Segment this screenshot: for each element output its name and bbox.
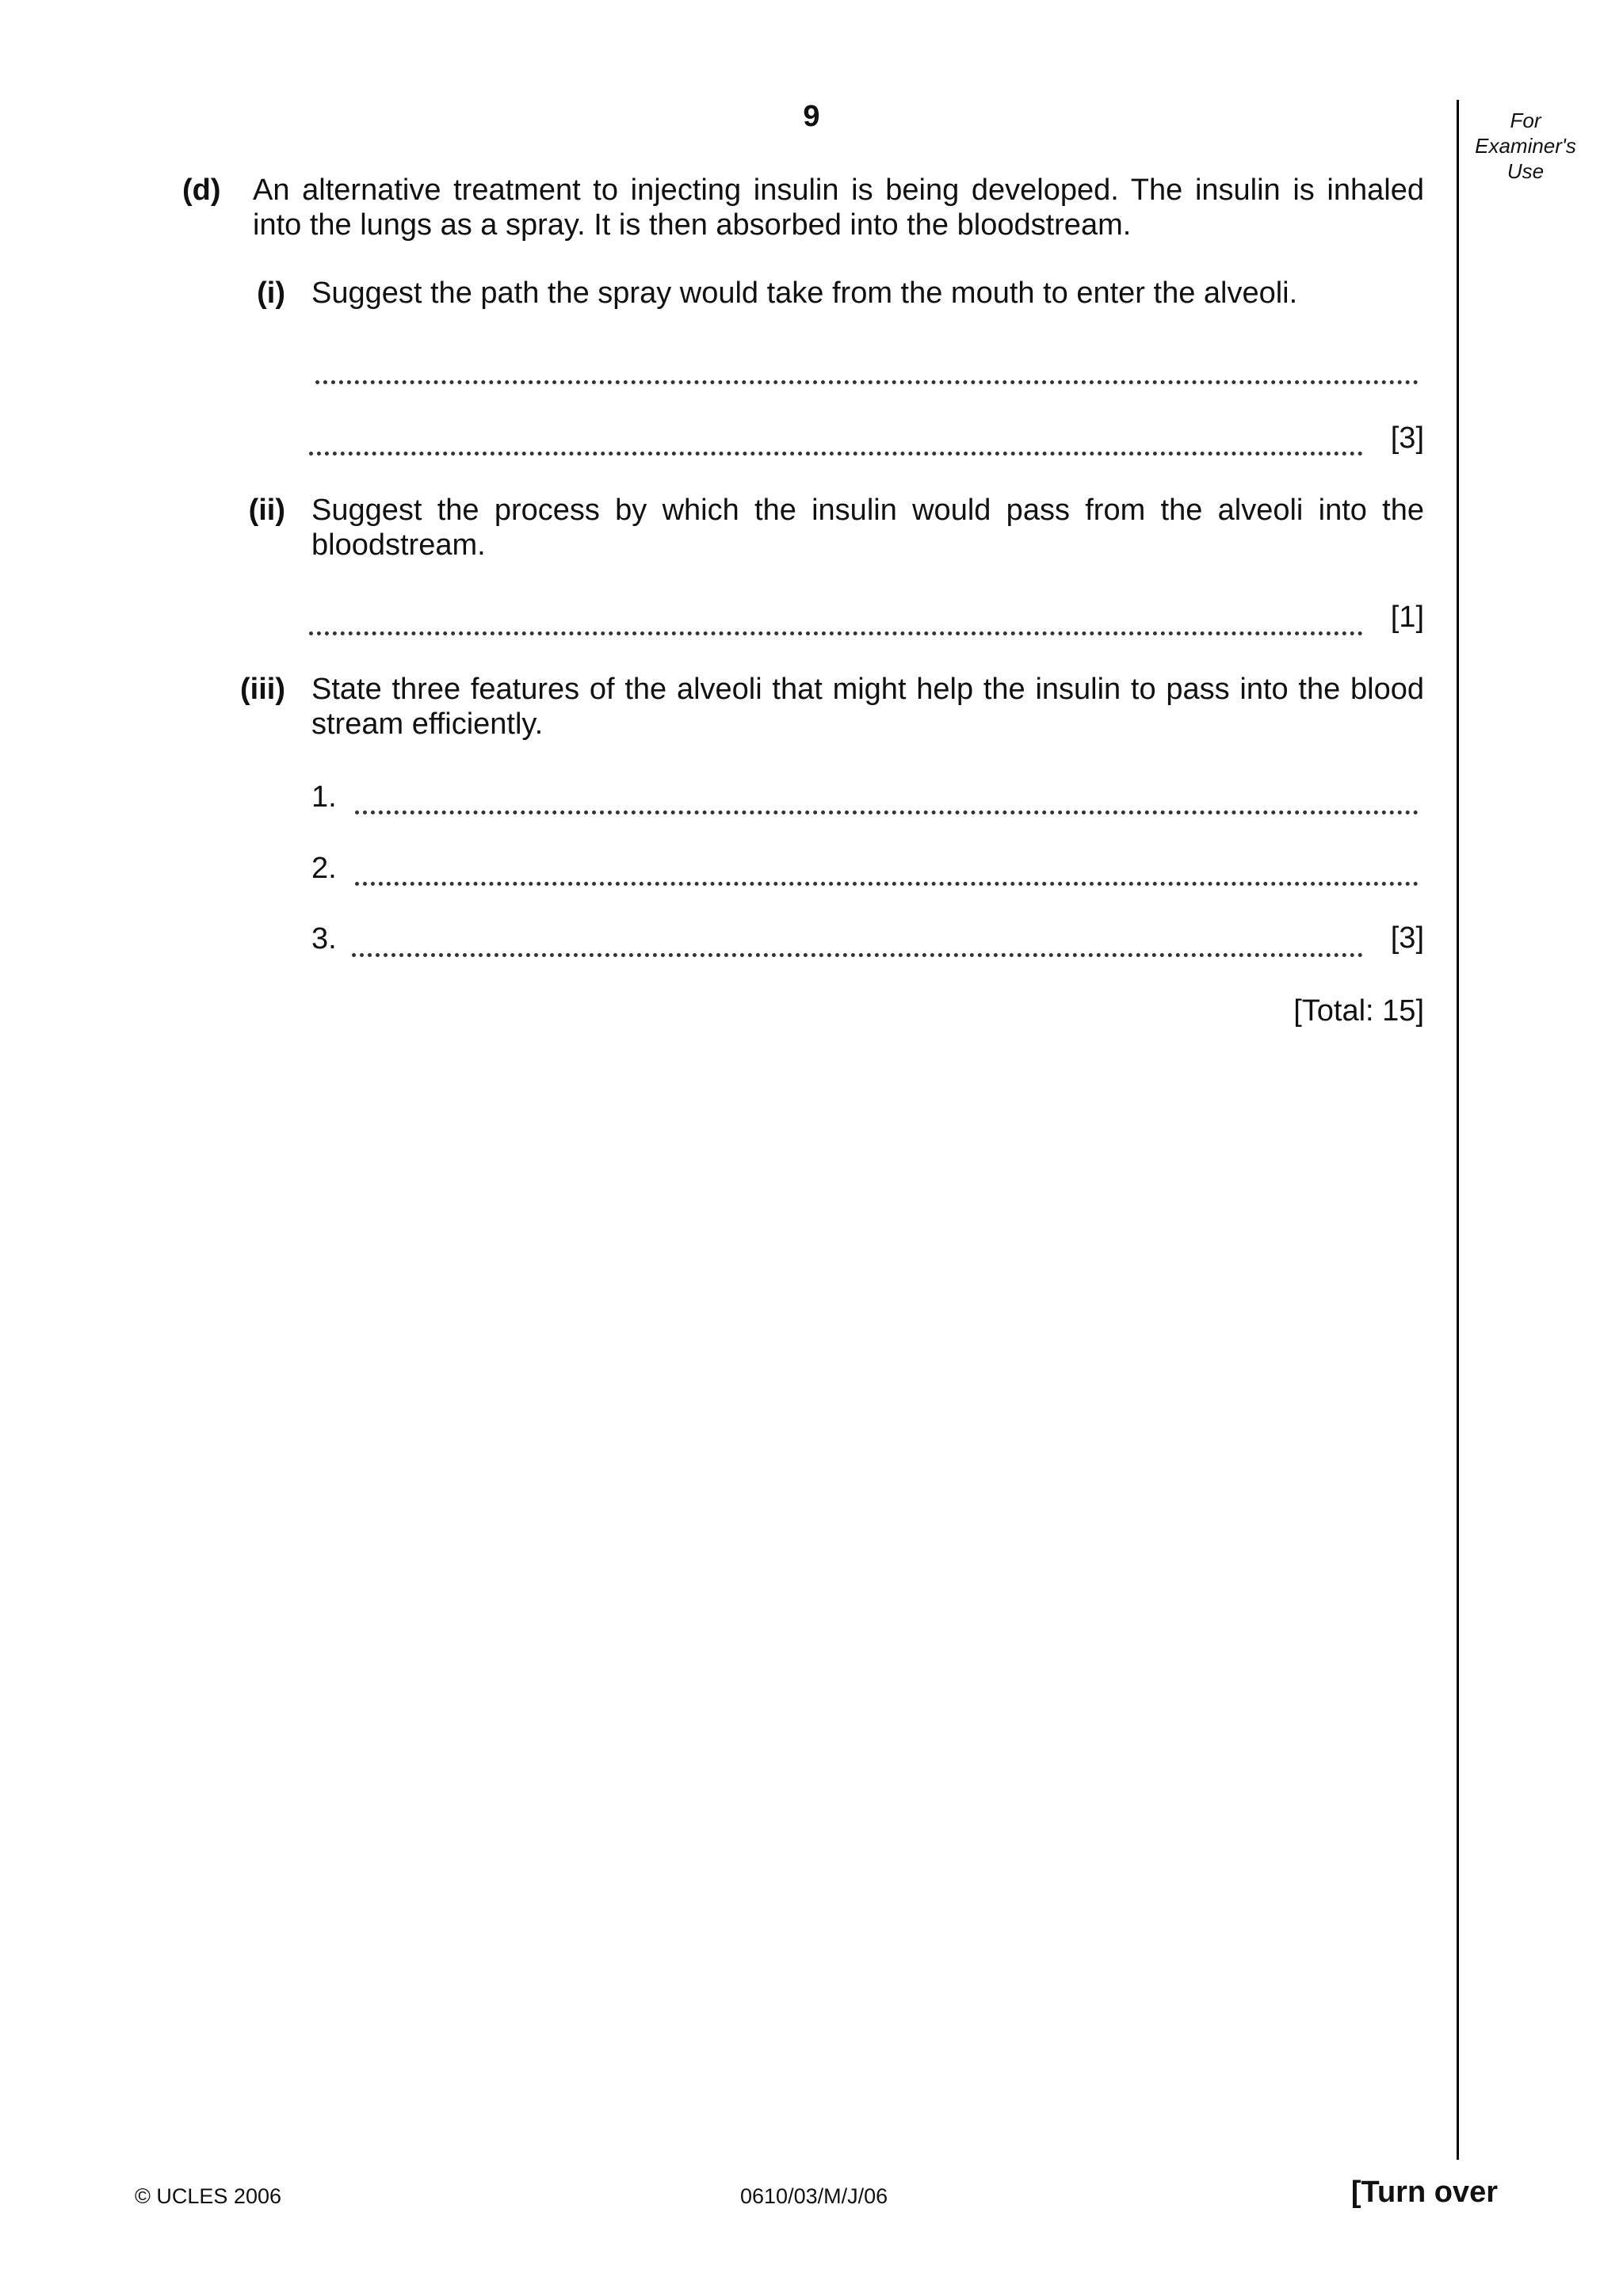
- mark-ii: [1]: [1390, 601, 1424, 634]
- answer-line-i-1[interactable]: [315, 380, 1419, 384]
- question-d-text: An alternative treatment to injecting insulin is being developed. The insulin is inhaled into the lungs as a spray. It is then absorbed into the bloodstream.: [253, 174, 1424, 242]
- footer-copyright: © UCLES 2006: [135, 2184, 281, 2208]
- answer-line-iii-1[interactable]: [355, 810, 1419, 814]
- part-iii-label: (iii): [240, 673, 285, 706]
- part-iii-text: State three features of the alveoli that might help the insulin to pass into the blood stream efficiently.: [311, 673, 1424, 741]
- mark-iii: [3]: [1390, 921, 1424, 955]
- part-i-text: Suggest the path the spray would take from the mouth to enter the alveoli.: [311, 277, 1298, 310]
- page-number: 9: [803, 100, 820, 133]
- part-i-label: (i): [257, 277, 285, 310]
- mark-i: [3]: [1390, 421, 1424, 455]
- answer-line-iii-3[interactable]: [352, 953, 1363, 957]
- part-ii-text: Suggest the process by which the insulin would pass from the alveoli into the bloodstream.: [311, 494, 1424, 562]
- question-d-label: (d): [182, 174, 221, 207]
- item-number-3: 3.: [311, 922, 337, 955]
- answer-line-i-2[interactable]: [309, 452, 1363, 456]
- total-marks: [Total: 15]: [1293, 994, 1424, 1028]
- examiner-line-1: For: [1510, 109, 1541, 132]
- part-ii-label: (ii): [248, 494, 285, 527]
- item-number-2: 2.: [311, 852, 337, 885]
- examiner-line-3: Use: [1507, 159, 1545, 183]
- footer-paper-code: 0610/03/M/J/06: [740, 2184, 888, 2208]
- answer-line-iii-2[interactable]: [355, 882, 1419, 886]
- turn-over-label: [Turn over: [1350, 2176, 1498, 2209]
- examiner-use-label: [1458, 108, 1593, 184]
- answer-line-ii[interactable]: [309, 631, 1363, 635]
- item-number-1: 1.: [311, 780, 337, 814]
- examiner-margin-line: [1457, 100, 1459, 2160]
- examiner-line-2: Examiner's: [1475, 134, 1576, 158]
